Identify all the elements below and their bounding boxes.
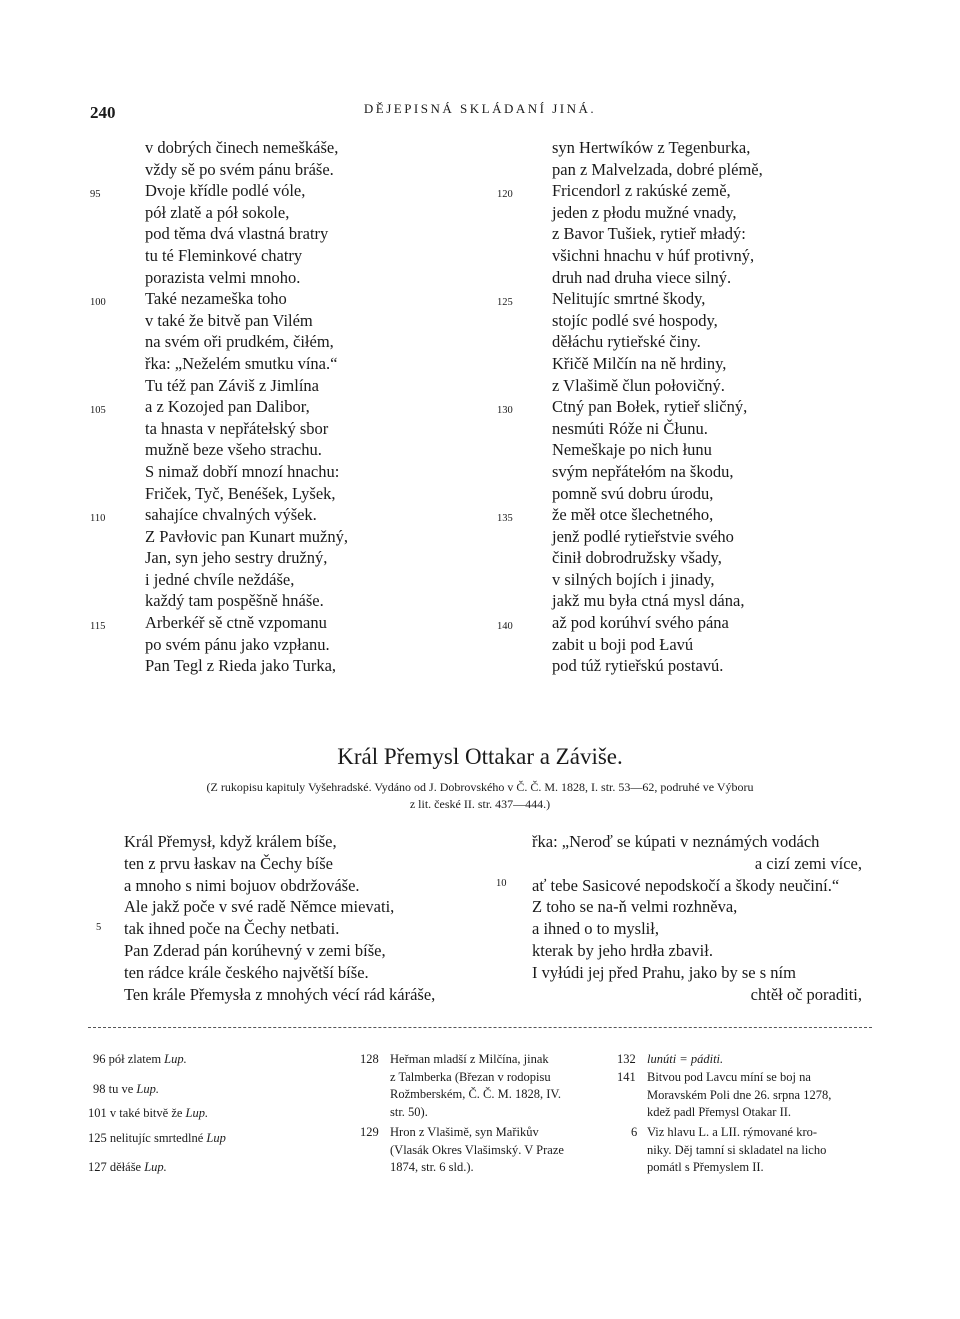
verse-line: Nemeškaje po nich łunu	[552, 440, 712, 460]
verse-line: jakž mu była ctná mysl dána,	[552, 591, 745, 611]
verse-line: Arberkéř sě ctně vzpomanu	[145, 613, 327, 633]
verse-line: stojíc podlé své hospody,	[552, 310, 718, 330]
line-number: 120	[497, 189, 513, 200]
verse-line: všichni hnachu v húf protivný,	[552, 245, 755, 265]
footnote-divider	[88, 1027, 872, 1028]
verse-line: Z toho se na-ň velmi rozhněva,	[532, 897, 738, 917]
footnote	[88, 1105, 208, 1123]
page-number: 240	[90, 103, 116, 122]
verse-line: jeden z płodu mužné vnady,	[552, 202, 737, 222]
verse-line: Dvoje křídle podlé vóle,	[145, 181, 306, 201]
verse-line: svým nepřátełóm na škodu,	[552, 461, 734, 481]
verse-line: pod túž rytieřskú postavú.	[552, 656, 724, 676]
verse-line: Nelitujíc smrtné škody,	[552, 289, 706, 309]
verse-line: Jan, syn jeho sestry družný,	[145, 548, 328, 568]
verse-line: Král Přemysł, když králem bíše,	[124, 832, 337, 851]
verse-line: Z Pavłovic pan Kunart mužný,	[145, 526, 348, 546]
verse-line: chtěł oč poraditi,	[750, 984, 862, 1004]
footnote-line: z Talmberka (Březan v rodopisu	[390, 1069, 551, 1084]
footnote-source: Lup.	[164, 1052, 187, 1066]
line-number: 110	[90, 513, 106, 524]
verse-line: z Vlašimě člun połovičný.	[552, 375, 725, 395]
verse-line: pomně svú dobru úrodu,	[552, 483, 714, 503]
lower-right-verse	[532, 831, 862, 1005]
verse-line: v silných bojích i jinady,	[552, 569, 715, 589]
footnote-text: nelitujíc smrtedlné	[109, 1131, 204, 1145]
footnote-text: tu ve	[108, 1082, 134, 1096]
verse-line: pod těma dvá vlastná bratry	[145, 224, 329, 244]
footnote-line: Rožmberském, Č. Č. M. 1828, IV.	[390, 1087, 561, 1101]
section-source-note	[100, 779, 860, 813]
verse-line: na svém oři prudkém, čiłém,	[145, 332, 334, 352]
footnote-number: 6	[631, 1125, 638, 1139]
footnote-line: Moravském Poli dne 26. srpna 1278,	[647, 1087, 832, 1102]
verse-line: S nimaž dobří mnozí hnachu:	[145, 461, 340, 481]
verse-line: v dobrých činech nemeškáše,	[145, 138, 339, 157]
footnote	[93, 1051, 187, 1069]
footnote-line: 1874, str. 6 sld.).	[390, 1160, 474, 1174]
footnote-text: lunúti = páditi.	[647, 1052, 724, 1066]
line-number: 125	[497, 297, 513, 308]
footnote-text	[390, 1124, 564, 1177]
verse-line: porazista velmi mnoho.	[145, 267, 301, 287]
verse-line: po svém pánu jako vzpłanu.	[145, 634, 330, 654]
verse-line: Tu též pan Záviš z Jimlína	[145, 375, 319, 395]
line-number: 105	[90, 405, 106, 416]
footnote-source: Lup	[206, 1131, 226, 1145]
footnote-number: 96	[93, 1052, 106, 1066]
verse-line: pół zlatě a pół sokole,	[145, 202, 290, 222]
line-number: 5	[96, 922, 102, 933]
verse-line: a z Kozojed pan Dalibor,	[145, 397, 310, 417]
verse-line: každý tam pospěšně hnáše.	[145, 591, 324, 611]
footnote-source: Lup.	[144, 1160, 167, 1174]
verse-line: Ten krále Přemysła z mnohých vécí rád káráše,	[124, 984, 436, 1004]
verse-line: Ale jakž poče v své radě Němce mievati,	[124, 897, 395, 917]
line-number: 130	[497, 405, 513, 416]
verse-line: Křičě Milčín na ně hrdiny,	[552, 353, 727, 373]
source-note-line: (Z rukopisu kapituly Vyšehradské. Vydáno od J. Dobrovského v Č. Č. M. 1828, I. str. 53—62, podruhé ve Výboru	[206, 780, 754, 794]
line-number: 95	[90, 189, 101, 200]
verse-line: Pan Tegl z Rieda jako Turka,	[145, 656, 337, 676]
verse-line: ten rádce krále českého najvětší bíše.	[124, 962, 369, 982]
footnote-text	[390, 1051, 561, 1121]
verse-line: Friček, Tyč, Benéšek, Lyšek,	[145, 483, 336, 503]
footnote	[93, 1081, 159, 1099]
verse-line: ať tebe Sasicové nepodskočí a škody neučiní.“	[532, 875, 840, 895]
footnote-source: Lup.	[136, 1082, 159, 1096]
line-number: 115	[90, 621, 106, 632]
verse-line: a mnoho s nimi bojuov obdržováše.	[124, 875, 360, 895]
footnote-line: Hron z Vlašimě, syn Mařikův	[390, 1125, 539, 1139]
footnote-text: pół zlatem	[108, 1052, 162, 1066]
verse-line: a cizí zemi více,	[754, 853, 862, 873]
verse-line: pan z Malvelzada, dobré plémě,	[552, 159, 763, 179]
footnote-number: 128	[360, 1052, 379, 1066]
verse-line: řka: „Neroď se kúpati v neznámých vodách	[532, 832, 820, 851]
footnote-source: Lup.	[185, 1106, 209, 1120]
verse-line: Také nezameška toho	[145, 289, 287, 309]
footnote-number: 129	[360, 1125, 379, 1139]
footnote-text	[647, 1069, 831, 1122]
verse-line: jenž podlé rytieřstvie svého	[552, 526, 734, 546]
verse-line: v také že bitvě pan Vilém	[145, 310, 313, 330]
footnote-line: str. 50).	[390, 1104, 428, 1119]
verse-line: z Bavor Tušiek, rytieř mładý:	[552, 224, 746, 244]
verse-line: tak ihned poče na Čechy netbati.	[124, 919, 340, 939]
line-number: 140	[497, 621, 513, 632]
footnote-line: (Vlasák Okres Vlašimský. V Praze	[390, 1142, 564, 1157]
verse-line: I vyłúdi jej před Prahu, jako by se s ním	[532, 962, 796, 982]
verse-line: řka: „Neželém smutku vína.“	[145, 353, 338, 373]
running-head: DĚJEPISNÁ SKLÁDANÍ JINÁ.	[363, 101, 597, 116]
upper-left-verse	[145, 137, 348, 677]
verse-line: že měł otce šlechetného,	[552, 505, 714, 525]
verse-line: ta hnasta v nepřátełský sbor	[145, 418, 329, 438]
verse-line: kterak by jeho hrdła zbavił.	[532, 940, 713, 960]
footnote-line: Viz hlavu L. a LII. rýmované kro-	[647, 1125, 818, 1139]
footnote-line: Bitvou pod Lavcu míní se boj na	[647, 1070, 811, 1084]
verse-line: sahajíce chvalných výšek.	[145, 505, 317, 525]
verse-line: činił dobrodružsky všady,	[552, 548, 722, 568]
verse-line: mužně beze všeho strachu.	[145, 440, 322, 460]
line-number: 100	[90, 297, 106, 308]
section-title: Král Přemysl Ottakar a Záviše.	[337, 744, 623, 769]
footnote-number: 132	[617, 1052, 636, 1066]
lower-left-verse	[124, 831, 435, 1005]
verse-line: zabit u boji pod Łavú	[552, 634, 694, 654]
footnote-text: v také bitvě že	[109, 1106, 183, 1120]
footnote-number: 101	[88, 1106, 107, 1120]
footnote-line: niky. Děj tamní si skladatel na licho	[647, 1142, 827, 1157]
footnote-number: 127	[88, 1160, 107, 1174]
footnote-number: 98	[93, 1082, 106, 1096]
verse-line: tu té Fleminkové chatry	[145, 245, 303, 265]
verse-line: ten z prvu łaskav na Čechy bíše	[124, 853, 333, 873]
footnote-number: 125	[88, 1131, 107, 1145]
footnote-text: děłáše	[109, 1160, 142, 1174]
footnote	[88, 1159, 167, 1177]
verse-line: i jedné chvíle neždáše,	[145, 569, 295, 589]
verse-line: děłáchu rytieřské činy.	[552, 332, 701, 352]
verse-line: nesmúti Róže ni Čłunu.	[552, 418, 708, 438]
verse-line: druh nad druha viece silný.	[552, 267, 732, 287]
footnote-text	[647, 1124, 826, 1177]
verse-line: až pod korúhví svého pána	[552, 613, 729, 633]
footnote-line: Heřman mladší z Milčína, jinak	[390, 1052, 549, 1066]
verse-line: Fricendorl z rakúské země,	[552, 181, 731, 201]
verse-line: syn Hertwíków z Tegenburka,	[552, 138, 751, 157]
footnote-line: kdež padl Přemysl Otakar II.	[647, 1105, 792, 1119]
verse-line: Pan Zderad pán korúhevný v zemi bíše,	[124, 940, 386, 960]
footnote	[88, 1130, 226, 1148]
verse-line: vždy sě po svém pánu bráše.	[145, 159, 334, 179]
line-number: 10	[496, 878, 507, 889]
footnote-line: pomátl s Přemyslem II.	[647, 1160, 764, 1174]
verse-line: a ihned o to myslił,	[532, 919, 659, 939]
upper-right-verse	[552, 137, 763, 677]
source-note-line: z lit. české II. str. 437—444.)	[409, 797, 551, 811]
line-number: 135	[497, 513, 513, 524]
verse-line: Ctný pan Bołek, rytieř sličný,	[552, 397, 748, 417]
footnote-number: 141	[617, 1070, 636, 1084]
